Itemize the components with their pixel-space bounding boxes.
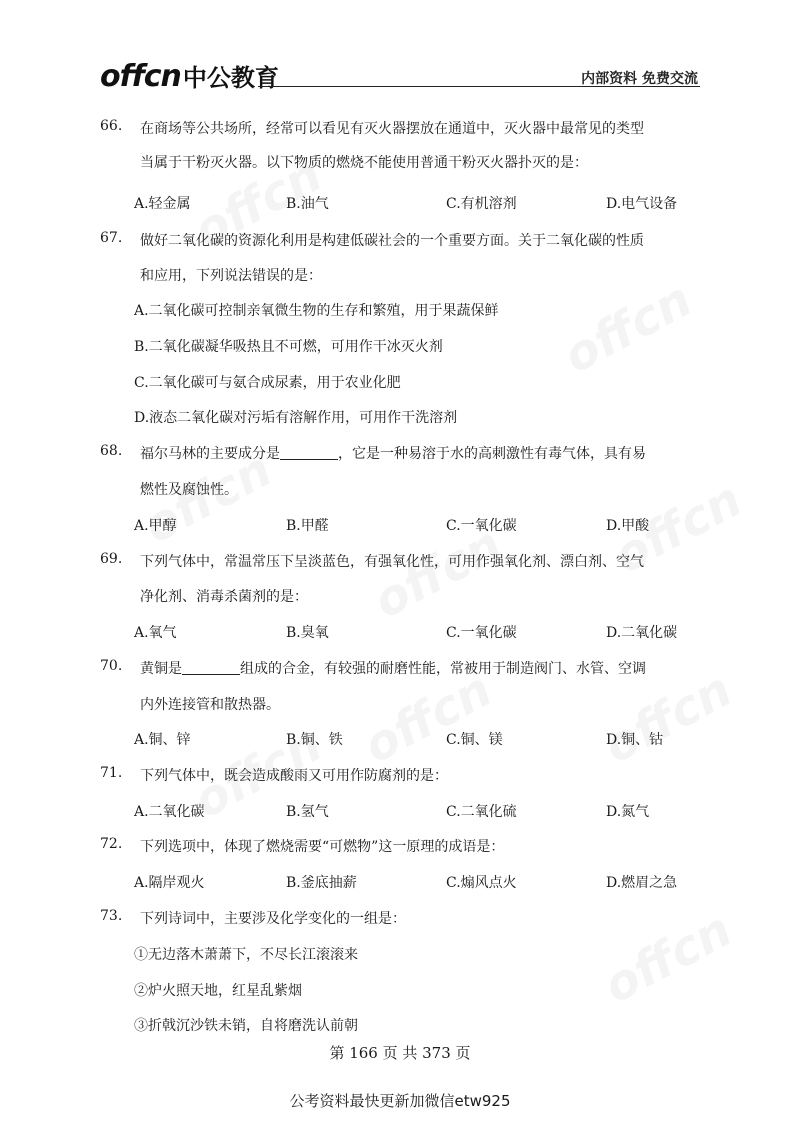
- option-a: A.轻金属: [134, 196, 191, 212]
- option-d: D.燃眉之急: [606, 875, 678, 891]
- watermark: [595, 901, 741, 1014]
- option-a: A.氧气: [134, 625, 177, 641]
- option-b: B.甲醛: [286, 518, 329, 534]
- option-b: B.釜底抽薪: [286, 875, 357, 891]
- question-text-line: 燃性及腐蚀性。: [140, 482, 238, 498]
- question-text-line: 净化剂、消毒杀菌剂的是：: [140, 589, 308, 605]
- question-text-line: 下列诗词中，主要涉及化学变化的一组是：: [140, 911, 406, 927]
- question-number: 72.: [100, 836, 123, 852]
- question-text-line: [140, 443, 646, 463]
- option-d: D.电气设备: [606, 196, 678, 212]
- question-text-line: 内外连接管和散热器。: [140, 697, 280, 713]
- question-text-segment: 福尔马林的主要成分是: [140, 446, 280, 462]
- offcn-logo: [100, 58, 279, 94]
- poem-item-2: ②炉火照天地，红星乱紫烟: [134, 983, 302, 999]
- option-d: D.铜、钴: [606, 732, 664, 748]
- watermark: [595, 661, 741, 774]
- option-a: A.铜、锌: [134, 732, 191, 748]
- option-d: D.二氧化碳: [606, 625, 678, 641]
- option-b: B.油气: [286, 196, 329, 212]
- option-a: A.隔岸观火: [134, 875, 205, 891]
- logo-latin-text: offcn: [100, 59, 181, 94]
- option-a: A.二氧化碳: [134, 804, 205, 820]
- poem-item-3: ③折戟沉沙铁未销，自将磨洗认前朝: [134, 1018, 358, 1034]
- option-b: B.臭氧: [286, 625, 329, 641]
- answer-blank: [182, 660, 240, 675]
- page-header: [100, 58, 700, 94]
- question-text-line: 下列选项中，体现了燃烧需要“可燃物”这一原理的成语是：: [140, 839, 505, 855]
- question-text-line: [140, 658, 646, 678]
- question-text-segment: ，它是一种易溶于水的高刺激性有毒气体，具有易: [338, 446, 646, 462]
- question-text-line: 当属于干粉灭火器。以下物质的燃烧不能使用普通干粉灭火器扑灭的是：: [140, 155, 588, 171]
- option-b: B.铜、铁: [286, 732, 343, 748]
- option-d: D.液态二氧化碳对污垢有溶解作用，可用作干洗溶剂: [134, 410, 458, 426]
- option-a: A.甲醇: [134, 518, 177, 534]
- question-text-segment: 黄铜是: [140, 661, 182, 677]
- option-b: B.氢气: [286, 804, 329, 820]
- header-right-text: 内部资料 免费交流: [581, 71, 698, 87]
- page-number: 第 166 页 共 373 页: [329, 1044, 471, 1062]
- question-text-line: 和应用，下列说法错误的是：: [140, 268, 322, 284]
- option-c: C.二氧化硫: [446, 804, 517, 820]
- question-number: 66.: [100, 118, 123, 134]
- option-d: D.甲酸: [606, 518, 650, 534]
- poem-item-1: ①无边落木萧萧下，不尽长江滚滚来: [134, 947, 358, 963]
- option-c: C.一氧化碳: [446, 518, 517, 534]
- footer-note: 公考资料最快更新加微信etw925: [289, 1092, 511, 1110]
- option-c: C.铜、镁: [446, 732, 503, 748]
- option-c: C.二氧化碳可与氨合成尿素，用于农业化肥: [134, 375, 401, 391]
- watermark: [555, 271, 701, 384]
- question-number: 70.: [100, 658, 123, 674]
- question-number: 71.: [100, 765, 123, 781]
- answer-blank: [280, 445, 338, 460]
- question-text-line: 下列气体中，既会造成酸雨又可用作防腐剂的是：: [140, 768, 448, 784]
- question-number: 69.: [100, 551, 123, 567]
- question-text-line: 做好二氧化碳的资源化利用是构建低碳社会的一个重要方面。关于二氧化碳的性质: [140, 233, 644, 249]
- question-text-line: 下列气体中，常温常压下呈淡蓝色，有强氧化性，可用作强氧化剂、漂白剂、空气: [140, 554, 644, 570]
- option-c: C.煽风点火: [446, 875, 517, 891]
- option-a: A.二氧化碳可控制亲氧微生物的生存和繁殖，用于果蔬保鲜: [134, 303, 499, 319]
- option-b: B.二氧化碳凝华吸热且不可燃，可用作干冰灭火剂: [134, 339, 443, 355]
- question-number: 68.: [100, 443, 123, 459]
- option-c: C.一氧化碳: [446, 625, 517, 641]
- logo-cn-text: 中公教育: [182, 64, 279, 92]
- option-d: D.氮气: [606, 804, 650, 820]
- question-number: 67.: [100, 230, 123, 246]
- watermark: [355, 661, 501, 774]
- question-number: 73.: [100, 908, 123, 924]
- question-text-segment: 组成的合金，有较强的耐磨性能，常被用于制造阀门、水管、空调: [240, 661, 646, 677]
- option-c: C.有机溶剂: [446, 196, 517, 212]
- question-text-line: 在商场等公共场所，经常可以看见有灭火器摆放在通道中，灭火器中最常见的类型: [140, 121, 644, 137]
